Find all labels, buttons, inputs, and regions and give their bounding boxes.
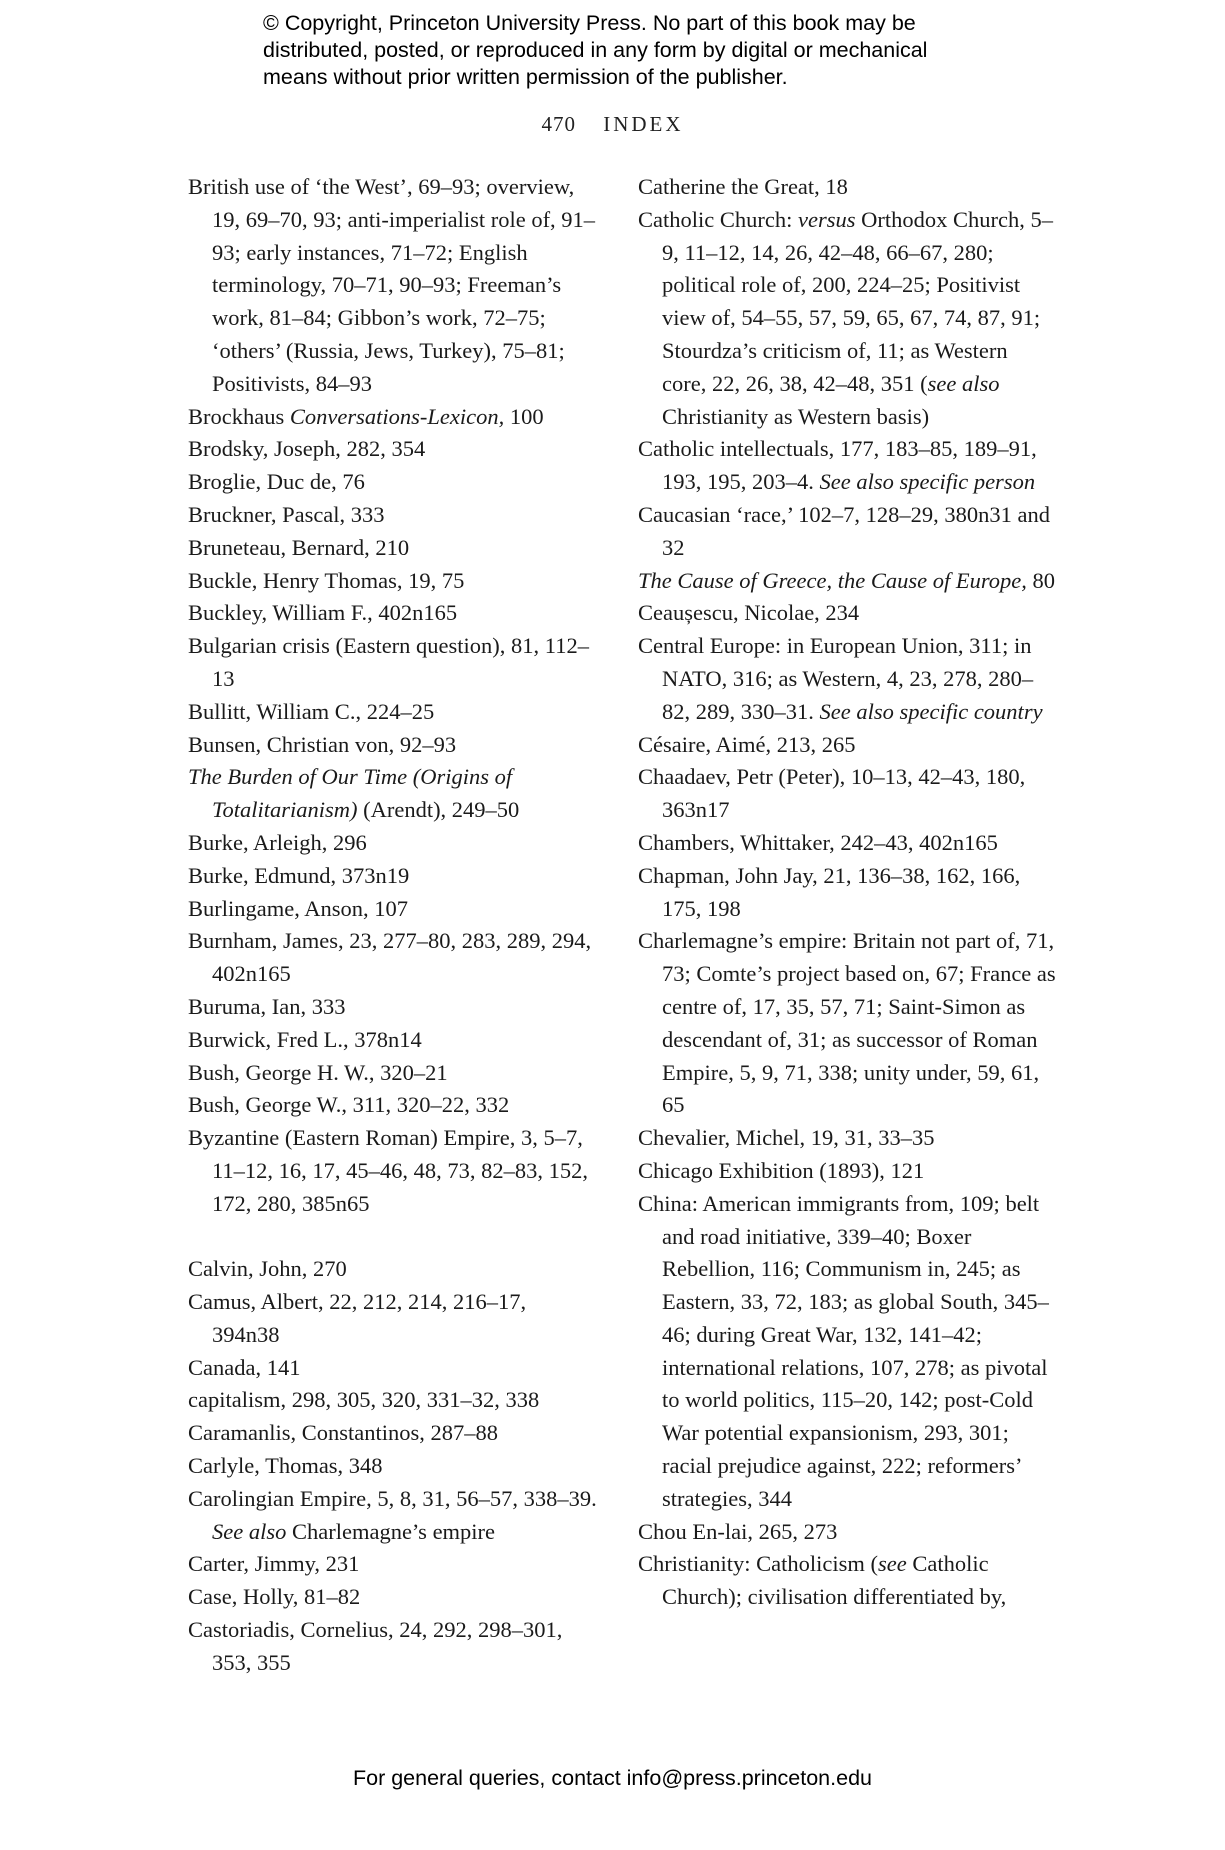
running-header — [0, 112, 1225, 137]
index-entry-text: China: American immigrants from, 109; belt and road initiative, 339–40; Boxer Rebellion, 116; Communism in, 245; as Eastern, 33, 72, 183; as global South, 345–46; during Great War, 132, 141–42; international relations, 107, 278; as pivotal to world politics, 115–20, 142; post-Cold War potential expansionism, 293, 301; racial prejudice against, 222; reformers’ strategies, 344 — [638, 1190, 1049, 1511]
index-entry — [638, 1155, 1056, 1188]
index-entry-text: Burwick, Fred L., 378n14 — [188, 1026, 422, 1052]
index-entry-text: Caramanlis, Constantinos, 287–88 — [188, 1420, 498, 1446]
index-entry — [188, 925, 598, 991]
index-entry-text: Burke, Edmund, 373n19 — [188, 862, 410, 888]
index-entry — [188, 1253, 598, 1286]
index-entry-text: Carter, Jimmy, 231 — [188, 1551, 360, 1577]
index-entry — [638, 1188, 1056, 1516]
index-entry-italic-text: See also — [212, 1518, 287, 1544]
index-entry — [638, 204, 1056, 434]
index-entry-text: 80 — [1026, 567, 1056, 593]
index-entry-text: Chaadaev, Petr (Peter), 10–13, 42–43, 180, 363n17 — [638, 764, 1026, 823]
index-entry-text: Charlemagne’s empire — [286, 1518, 496, 1544]
index-entry-text: Bullitt, William C., 224–25 — [188, 698, 435, 724]
index-entry-italic-text: versus — [797, 206, 856, 232]
index-entry-text: capitalism, 298, 305, 320, 331–32, 338 — [188, 1387, 540, 1413]
index-entry-text: Chicago Exhibition (1893), 121 — [638, 1157, 925, 1183]
index-entry — [188, 565, 598, 598]
index-entry-text: Christianity as Western basis) — [662, 403, 930, 429]
index-entry — [638, 860, 1056, 926]
index-column-left — [188, 171, 598, 1680]
footer-contact: For general queries, contact info@press.princeton.edu — [352, 1766, 872, 1790]
index-entry-text: Chapman, John Jay, 21, 136–38, 162, 166, 175, 198 — [638, 862, 1021, 921]
index-entry — [638, 925, 1056, 1122]
index-entry-text: Canada, 141 — [188, 1354, 301, 1380]
copyright-line: © Copyright, Princeton University Press. No part of this book may be — [263, 11, 916, 35]
index-entry-text: Catherine the Great, 18 — [638, 174, 848, 199]
index-entry-text: Bruckner, Pascal, 333 — [188, 501, 385, 527]
index-entry-italic-text: see — [878, 1551, 907, 1577]
index-entry-text: Chambers, Whittaker, 242–43, 402n165 — [638, 829, 998, 855]
index-entry — [188, 696, 598, 729]
page-number: 470 — [541, 112, 576, 136]
index-entry-italic-text: Conversations-Lexicon, — [289, 403, 505, 429]
index-entry — [188, 827, 598, 860]
index-entry — [188, 597, 598, 630]
index-entry — [638, 597, 1056, 630]
index-entry-text: Bunsen, Christian von, 92–93 — [188, 731, 457, 757]
index-entry — [188, 761, 598, 827]
index-entry — [188, 1286, 598, 1352]
section-gap — [188, 1221, 598, 1254]
index-entry — [638, 1516, 1056, 1549]
index-entry — [188, 1057, 598, 1090]
index-entry — [188, 171, 598, 401]
index-entry-text: British use of ‘the West’, 69–93; overview, 19, 69–70, 93; anti-imperialist role of, 91–93; early instances, 71–72; English terminology, 70–71, 90–93; Freeman’s work, 81–84; Gibbon’s work, 72–75; ‘others’ (Russia, Jews, Turkey), 75–81; Positivists, 84–93 — [188, 174, 596, 396]
index-entry-text: Bruneteau, Bernard, 210 — [188, 534, 410, 560]
index-entry — [638, 433, 1056, 499]
index-entry-text: Buckle, Henry Thomas, 19, 75 — [188, 567, 465, 593]
index-entry — [188, 1614, 598, 1680]
index-entry — [188, 1581, 598, 1614]
index-entry-text: 100 — [504, 403, 544, 429]
index-entry-text: Camus, Albert, 22, 212, 214, 216–17, 394n38 — [188, 1289, 527, 1347]
index-entry-text: Catholic intellectuals, 177, 183–85, 189–91, 193, 195, 203–4. — [638, 436, 1037, 495]
index-entry — [188, 729, 598, 762]
index-entry — [638, 1122, 1056, 1155]
index-entry-italic-text: see also — [927, 370, 1000, 396]
index-entry-italic-text: The Burden of Our Time (Origins of Totalitarianism) — [188, 764, 513, 823]
index-column-right — [638, 171, 1056, 1614]
index-entry-text: Burnham, James, 23, 277–80, 283, 289, 294, 402n165 — [188, 928, 592, 987]
index-entry-text: Chevalier, Michel, 19, 31, 33–35 — [638, 1125, 935, 1151]
index-entry — [188, 433, 598, 466]
index-entry-text: Byzantine (Eastern Roman) Empire, 3, 5–7, 11–12, 16, 17, 45–46, 48, 73, 82–83, 152, 172, 280, 385n65 — [188, 1125, 589, 1216]
index-entry — [188, 991, 598, 1024]
index-entry-text: Charlemagne’s empire: Britain not part of, 71, 73; Comte’s project based on, 67; France as centre of, 17, 35, 57, 71; Saint-Simon as descendant of, 31; as successor of Roman Empire, 5, 9, 71, 338; unity under, 59, 61, 65 — [638, 928, 1056, 1118]
index-entry-text: Bush, George W., 311, 320–22, 332 — [188, 1092, 510, 1118]
index-entry-text: Castoriadis, Cornelius, 24, 292, 298–301, 353, 355 — [188, 1617, 563, 1675]
index-entry-italic-text: See also specific country — [819, 698, 1043, 724]
index-entry-text: Caucasian ‘race,’ 102–7, 128–29, 380n31 and 32 — [638, 501, 1050, 560]
index-entry — [188, 1548, 598, 1581]
index-entry — [188, 1352, 598, 1385]
index-entry — [638, 761, 1056, 827]
index-entry-italic-text: The Cause of Greece, the Cause of Europe, — [638, 567, 1027, 593]
index-entry — [188, 532, 598, 565]
index-entry — [638, 729, 1056, 762]
index-entry — [188, 1417, 598, 1450]
page-title: INDEX — [603, 112, 684, 136]
index-entry — [188, 499, 598, 532]
index-entry — [638, 499, 1056, 565]
index-entry — [188, 630, 598, 696]
index-entry — [638, 630, 1056, 728]
index-entry-text: Bush, George H. W., 320–21 — [188, 1059, 448, 1085]
index-entry-text: Case, Holly, 81–82 — [188, 1584, 361, 1610]
index-entry-text: Brodsky, Joseph, 282, 354 — [188, 436, 426, 462]
index-entry — [638, 827, 1056, 860]
index-entry — [638, 565, 1056, 598]
copyright-line: distributed, posted, or reproduced in any form by digital or mechanical — [263, 38, 928, 62]
index-entry — [188, 1024, 598, 1057]
index-entry — [188, 1450, 598, 1483]
index-entry-text: Chou En-lai, 265, 273 — [638, 1518, 838, 1544]
index-entry — [188, 466, 598, 499]
index-entry-text: Carlyle, Thomas, 348 — [188, 1453, 383, 1479]
index-entry — [188, 860, 598, 893]
index-entry-text: Orthodox Church, 5–9, 11–12, 14, 26, 42–48, 66–67, 280; political role of, 200, 224–25; Positivist view of, 54–55, 57, 59, 65, 67, 74, 87, 91; Stourdza’s criticism of, 11; as Western core, 22, 26, 38, 42–48, 351 ( — [662, 206, 1053, 396]
index-entry-text: Césaire, Aimé, 213, 265 — [638, 731, 856, 757]
index-entry-text: Brockhaus — [188, 403, 290, 429]
index-entry-text: Burke, Arleigh, 296 — [188, 829, 367, 855]
index-entry — [638, 1548, 1056, 1614]
index-entry — [188, 893, 598, 926]
index-entry — [188, 1483, 598, 1549]
copyright-notice — [263, 10, 1023, 91]
index-entry-text: Buruma, Ian, 333 — [188, 993, 346, 1019]
index-entry-text: (Arendt), 249–50 — [357, 797, 520, 823]
index-entry-text: Bulgarian crisis (Eastern question), 81, 112–13 — [188, 633, 589, 691]
index-entry-text: Central Europe: in European Union, 311; in NATO, 316; as Western, 4, 23, 278, 280–82, 289, 330–31. — [638, 633, 1034, 724]
index-entry-text: Burlingame, Anson, 107 — [188, 895, 408, 921]
index-entry-text: Calvin, John, 270 — [188, 1256, 347, 1282]
index-entry — [188, 401, 598, 434]
index-entry — [188, 1384, 598, 1417]
index-entry — [638, 171, 1056, 204]
index-entry-text: Catholic Church: — [638, 206, 798, 232]
index-entry-text: Christianity: Catholicism ( — [638, 1551, 878, 1577]
index-entry — [188, 1122, 598, 1220]
index-entry-text: Buckley, William F., 402n165 — [188, 600, 458, 626]
index-entry-text: Carolingian Empire, 5, 8, 31, 56–57, 338–39. — [188, 1485, 597, 1511]
index-entry-text: Ceaușescu, Nicolae, 234 — [638, 600, 860, 626]
index-entry — [188, 1089, 598, 1122]
index-entry-text: Broglie, Duc de, 76 — [188, 469, 365, 495]
copyright-line: means without prior written permission of the publisher. — [263, 65, 788, 89]
index-entry-italic-text: See also specific person — [819, 469, 1036, 495]
index-entry-text: Catholic Church); civilisation differentiated by, — [662, 1551, 1007, 1610]
